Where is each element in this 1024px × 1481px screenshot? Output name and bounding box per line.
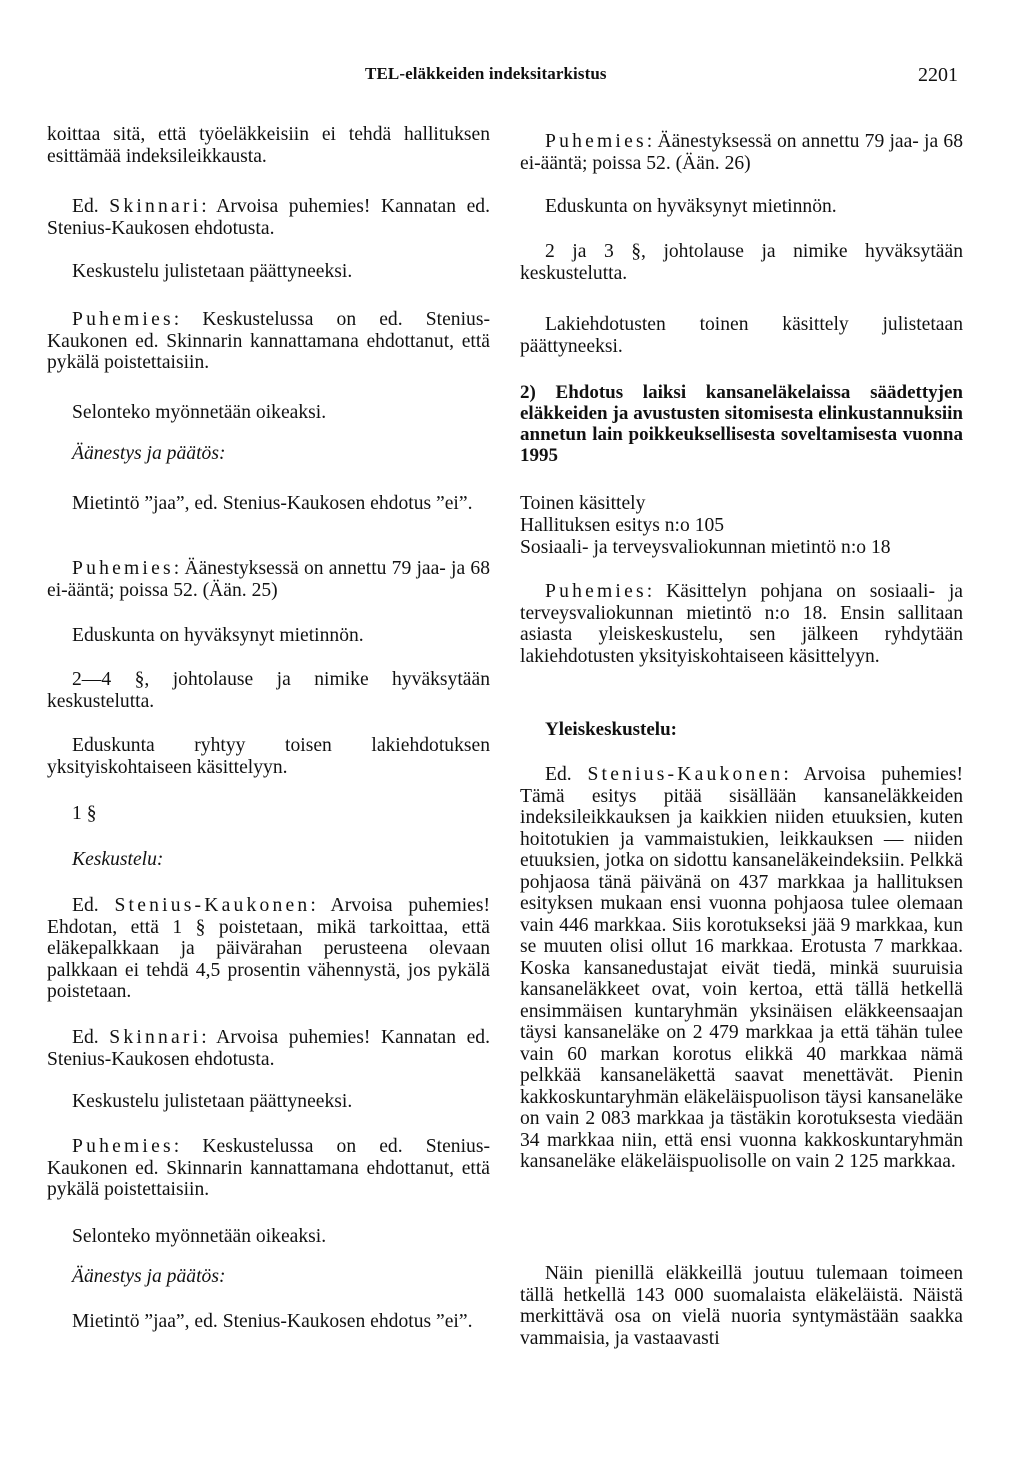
speaker-name: Skinnari xyxy=(109,196,202,217)
agenda-item-heading: 2) Ehdotus laiksi kansaneläkelaissa säädettyjen eläkkeiden ja avustusten sitomisesta elinkustannuksiin annetun lain poikkeuksellisesta soveltamisesta vuonna 1995 xyxy=(520,382,963,466)
section-label: Keskustelu: xyxy=(72,849,164,870)
speech-paragraph: Ed. Stenius-Kaukonen: Arvoisa puhemies! Ehdotan, että 1 § poistetaan, mikä tarkoittaa, että eläkepalkkaan ja päivärahan perusteena olevaan palkkaan ei tehdä 4,5 prosentin vähennystä, jos pykälä poistetaan. xyxy=(47,895,490,1002)
speech-paragraph: Ed. Skinnari: Arvoisa puhemies! Kannatan ed. Stenius-Kaukosen ehdotusta. xyxy=(47,1027,490,1070)
section-label: Äänestys ja päätös: xyxy=(72,443,226,464)
page-number: 2201 xyxy=(918,64,958,86)
paragraph: Selonteko myönnetään oikeaksi. xyxy=(72,1226,327,1247)
paragraph: Näin pienillä eläkkeillä joutuu tulemaan toimeen tällä hetkellä 143 000 suomalaista eläkeläistä. Näistä merkittävä osa on vielä nuoria syntymästään saakka vammaisia, ja vastaavasti xyxy=(520,1263,963,1349)
info-line: Hallituksen esitys n:o 105 xyxy=(520,515,725,536)
section-number: 1 § xyxy=(72,803,97,824)
paragraph: Eduskunta ryhtyy toisen lakiehdotuksen yksityiskohtaiseen käsittelyyn. xyxy=(47,735,490,778)
info-line: Sosiaali- ja terveysvaliokunnan mietintö n:o 18 xyxy=(520,537,891,558)
info-line: Toinen käsittely xyxy=(520,493,646,514)
paragraph: koittaa sitä, että työeläkkeisiin ei tehdä hallituksen esittämää indeksileikkausta. xyxy=(47,124,490,167)
paragraph: 2—4 §, johtolause ja nimike hyväksytään keskustelutta. xyxy=(47,669,490,712)
speech-paragraph: Puhemies: Äänestyksessä on annettu 79 jaa- ja 68 ei-ääntä; poissa 52. (Ään. 25) xyxy=(47,558,490,601)
paragraph: 2 ja 3 §, johtolause ja nimike hyväksytään keskustelutta. xyxy=(520,241,963,284)
speech-paragraph: Puhemies: Äänestyksessä on annettu 79 jaa- ja 68 ei-ääntä; poissa 52. (Ään. 26) xyxy=(520,131,963,174)
speaker-name: Puhemies xyxy=(545,131,647,152)
speech-paragraph: Puhemies: Käsittelyn pohjana on sosiaali- ja terveysvaliokunnan mietintö n:o 18. Ensin sallitaan asiasta yleiskeskustelu, sen jälkeen ryhdytään lakiehdotusten yksityiskohtaiseen käsittelyyn. xyxy=(520,581,963,667)
paragraph: Lakiehdotusten toinen käsittely julistetaan päättyneeksi. xyxy=(520,314,963,357)
speaker-name: Puhemies xyxy=(72,309,174,330)
speaker-name: Puhemies xyxy=(545,581,647,602)
speaker-name: Puhemies xyxy=(72,558,174,579)
section-label: Äänestys ja päätös: xyxy=(72,1266,226,1287)
paragraph: Eduskunta on hyväksynyt mietinnön. xyxy=(72,625,364,646)
speaker-name: Skinnari xyxy=(109,1027,202,1048)
speaker-name: Stenius-Kaukonen xyxy=(587,764,784,785)
paragraph: Mietintö ”jaa”, ed. Stenius-Kaukosen ehdotus ”ei”. xyxy=(72,493,473,514)
speech-paragraph: Puhemies: Keskustelussa on ed. Stenius-Kaukonen ed. Skinnarin kannattamana ehdottanut, että pykälä poistettaisiin. xyxy=(47,1136,490,1200)
page-header xyxy=(0,62,1024,92)
speech-paragraph: Ed. Stenius-Kaukonen: Arvoisa puhemies! Tämä esitys pitää sisällään kansaneläkkeiden indeksileikkauksen ja kaikkien niiden etuuksien, kuten hoitotukien ja vammaistukien, leikkauksen — niiden etuuksien, jotka on sidottu kansaneläkeindeksiin. Pelkkä pohjaosa tänä päivänä on 437 markkaa ja hallituksen esityksen mukaan ensi vuonna pohjaosa tulee olemaan vain 446 markkaa. Siis korotukseksi jää 9 markkaa, kun se muuten olisi ollut 16 markkaa. Erotusta 7 markkaa. Koska kansanedustajat eivät tiedä, minkä suuruisia kansaneläkkeet ovat, voin kertoa, että tällä hetkellä ensimmäisen kuntaryhmän yksinäisen eläkkeensaajan täysi kansaneläke on 2 479 markkaa ja että tähän tulee vain 60 markan korotus elikkä 40 markkaa nämä pelkkää kansaneläkettä saavat menettävät. Pienin kakkoskuntaryhmän eläkeläispuolison täysi kansaneläke on vain 2 083 markkaa ja tästäkin korotuksesta viedään 34 markkaa niin, että ensi vuonna kakkoskuntaryhmän kansaneläke eläkeläispuolisolle on vain 2 125 markkaa. xyxy=(520,764,963,1172)
speaker-name: Stenius-Kaukonen xyxy=(114,895,311,916)
speaker-name: Puhemies xyxy=(72,1136,174,1157)
paragraph: Keskustelu julistetaan päättyneeksi. xyxy=(72,261,353,282)
paragraph: Keskustelu julistetaan päättyneeksi. xyxy=(72,1091,353,1112)
paragraph: Eduskunta on hyväksynyt mietinnön. xyxy=(545,196,837,217)
speech-paragraph: Ed. Skinnari: Arvoisa puhemies! Kannatan ed. Stenius-Kaukosen ehdotusta. xyxy=(47,196,490,239)
speech-paragraph: Puhemies: Keskustelussa on ed. Stenius-Kaukonen ed. Skinnarin kannattamana ehdottanut, että pykälä poistettaisiin. xyxy=(47,309,490,373)
subheading: Yleiskeskustelu: xyxy=(545,719,677,740)
paragraph: Selonteko myönnetään oikeaksi. xyxy=(72,402,327,423)
paragraph: Mietintö ”jaa”, ed. Stenius-Kaukosen ehdotus ”ei”. xyxy=(72,1311,473,1332)
running-head: TEL-eläkkeiden indeksitarkistus xyxy=(365,64,607,83)
